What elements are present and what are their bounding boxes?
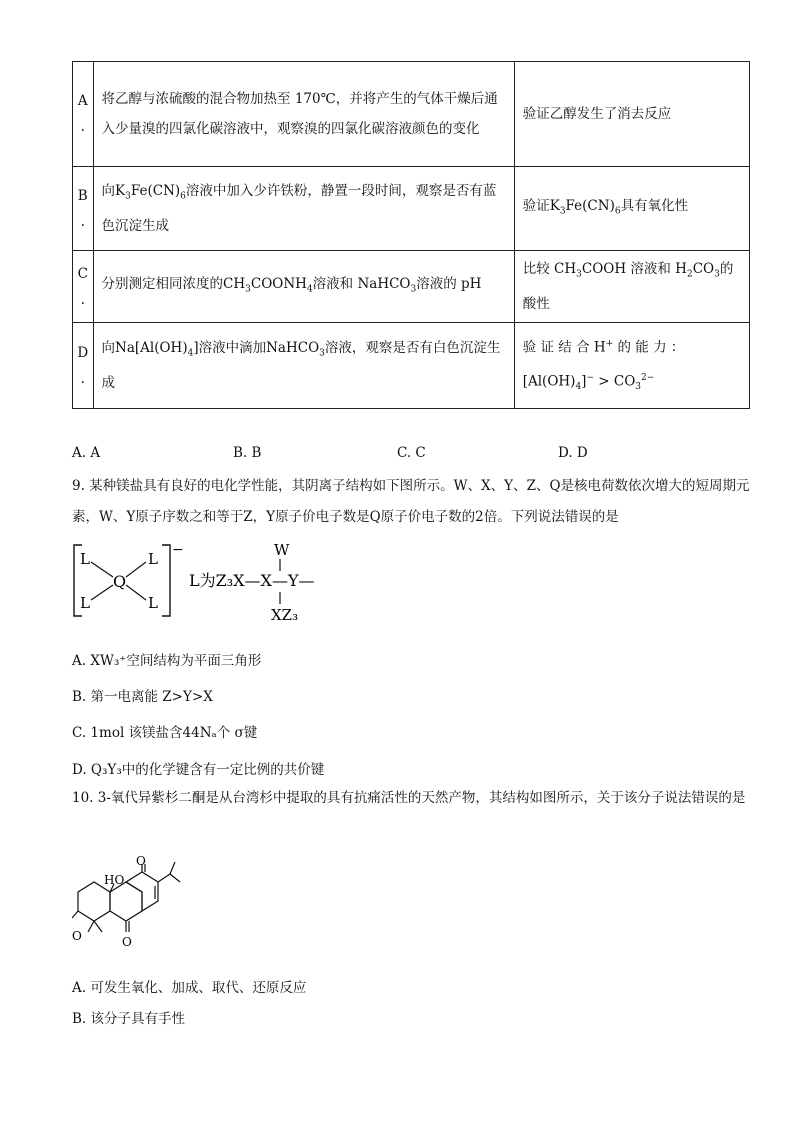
o-label-top: O xyxy=(136,856,146,868)
ligand-top-left: L xyxy=(80,550,90,568)
purpose-cell-a: 验证乙醇发生了消去反应 xyxy=(514,62,749,167)
top-atom-w: W xyxy=(274,541,290,559)
molecule-structure-figure xyxy=(72,856,202,956)
q8-option-c: C. C xyxy=(397,445,426,461)
row-label-b: B . xyxy=(73,167,94,251)
ho-label: HO xyxy=(104,873,125,887)
procedure-cell-c: 分别测定相同浓度的$CH_3COONH_4$溶液和 NaHCO$_3$溶液的 pH xyxy=(93,251,514,323)
charge-sign: − xyxy=(172,542,184,558)
ligand-definition: L为Z₃X—X—Y— xyxy=(189,571,315,590)
q8-option-d: D. D xyxy=(558,445,588,461)
row-label-d: D . xyxy=(73,323,94,409)
q10-option-a: A. 可发生氧化、加成、取代、还原反应 xyxy=(72,980,307,996)
bottom-group: XZ₃ xyxy=(271,606,299,624)
q8-option-a: A. A xyxy=(72,445,101,461)
o-label-left: O xyxy=(72,929,82,943)
table-row xyxy=(73,323,750,409)
ligand-bottom-right: L xyxy=(148,594,158,612)
o-label-bottom: O xyxy=(122,935,132,949)
experiment-table xyxy=(72,61,750,409)
q9-stem: 9. 某种镁盐具有良好的电化学性能，其阴离子结构如下图所示。W、X、Y、Z、Q是核电荷数依次增大的短周期元素，W、Y原子序数之和等于Z，Y原子价电子数是Q原子价电子数的2倍。下列说法错误的是 xyxy=(72,478,750,525)
ligand-top-right: L xyxy=(148,550,158,568)
procedure-cell-a: 将乙醇与浓硫酸的混合物加热至 170℃，并将产生的气体干燥后通入少量溴的四氯化碳溶液中，观察溴的四氯化碳溶液颜色的变化 xyxy=(93,62,514,167)
row-label-a: A . xyxy=(73,62,94,167)
procedure-cell-b: 向$K_3Fe(CN)_6$溶液中加入少许铁粉，静置一段时间，观察是否有蓝色沉淀生成 xyxy=(93,167,514,251)
q10-stem: 10. 3-氧代异紫杉二酮是从台湾杉中提取的具有抗痛活性的天然产物，其结构如图所示，关于该分子说法错误的是 xyxy=(72,790,746,806)
central-atom: Q xyxy=(113,572,127,591)
procedure-cell-d: 向$Na[Al(OH)_4]$溶液中滴加NaHCO$_3$溶液，观察是否有白色沉淀生成 xyxy=(93,323,514,409)
row-label-c: C . xyxy=(73,251,94,323)
anion-structure-figure xyxy=(68,540,368,626)
q9-option-c: C. 1mol 该镁盐含44Nₐ个 σ键 xyxy=(72,725,258,741)
table-row xyxy=(73,167,750,251)
purpose-cell-b: 验证$K_3Fe(CN)_6$具有氧化性 xyxy=(514,167,749,251)
purpose-cell-d: 验 证 结 合 H+ 的 能 力 ： $[Al(OH)_4]^- > CO_3^{2-}$ xyxy=(514,323,749,409)
table-row xyxy=(73,251,750,323)
q9-option-b: B. 第一电离能 Z>Y>X xyxy=(72,689,213,705)
q9-option-d: D. Q₃Y₃中的化学键含有一定比例的共价键 xyxy=(72,762,325,778)
q9-option-a: A. XW₃⁺空间结构为平面三角形 xyxy=(72,653,262,669)
ligand-bottom-left: L xyxy=(80,594,90,612)
q10-option-b: B. 该分子具有手性 xyxy=(72,1011,186,1027)
q8-option-b: B. B xyxy=(233,445,262,461)
purpose-cell-c: 比较 $CH_3COOH$ 溶液和 $H_2CO_3$的酸性 xyxy=(514,251,749,323)
table-row xyxy=(73,62,750,167)
right-bracket xyxy=(162,545,170,616)
